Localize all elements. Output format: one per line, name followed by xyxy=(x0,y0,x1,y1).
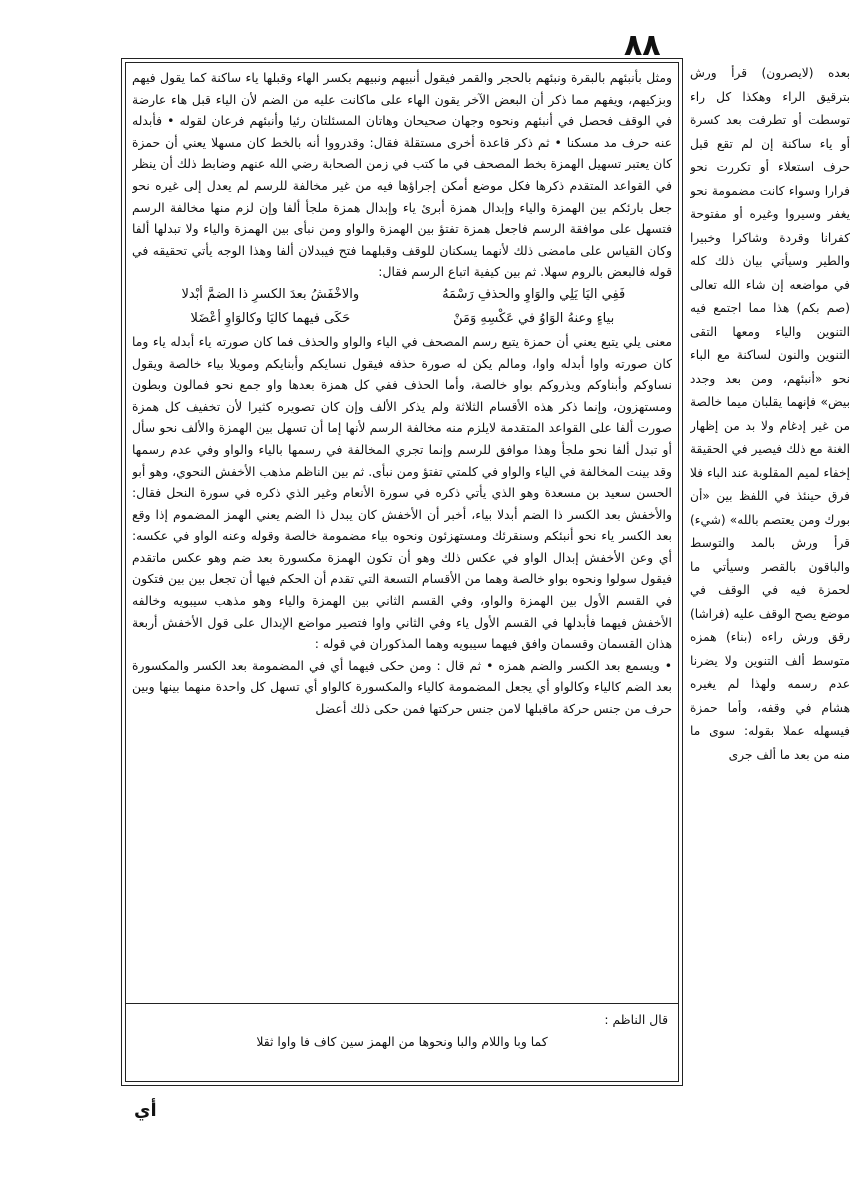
main-frame xyxy=(125,62,679,1082)
page-number: ٨٨ xyxy=(624,28,661,63)
verse-second-hemistich: حَكَى فيهما كاليَا وكالوَاوِ أعْضَلا xyxy=(190,310,351,326)
verse-first-hemistich: بياءٍ وعنهُ الوَاوُ في عَكْسِهِ وَمَنْ xyxy=(453,310,615,326)
commentary-paragraph: ومثل بأنبئهم بالبقرة ونبئهم بالحجر والقمر فيقول أنبيهم ونبيهم بكسر الهاء وقبلها ياء ساكنة كما يقول فيهم وبزكيهم، ويفهم مما ذكر أن البعض الآخر يقون الهاء على ماكانت عليه من الضم لأن الياء قبل هاء عارضة في الوقف فحصل في أنبئهم ونحوه وجهان صحيحان وهاتان المسئلتان رئيا وأنبئهم فرعان لقوله • فأبدله عنه حرف مد مسكنا • ثم ذكر قاعدة أخرى مستقلة فقال: وقدرووا أنه بالخط كان مسهلا يعني أن حمزة كان يعتبر تسهيل الهمزة بخط المصحف في ما كتب في زمن الصحابة رضي الله عنهم وضابط ذلك أن ينظر في القواعد المتقدم ذكرها فكل موضع أمكن إجراؤها فيه من غير مخالفة للرسم لم يعدل إلى غيره نحو جعل بارئكم بين الهمزة والياء وإبدال همزة أبرئ ياء وإبدال همزة ملجأ ألفا وإن لزم منها مخالفة الرسم فتسهل على موافقة الرسم فاجعل همزة تفتؤ بين الهمزة والواو ومن نبأى بين الهمزة والياء ولا تبدلها ألفا وكان القياس على مامضى ذلك لأنهما يسكنان للوقف وقبلهما فتح فيبدلان ألفا وهذا الوجه يأتي تحقيقه في قوله فالبعض بالروم سهلا. ثم بين كيفية اتباع الرسم فقال: xyxy=(132,70,672,280)
poem-verse xyxy=(132,307,672,331)
footer-divider xyxy=(126,1003,678,1004)
verse-first-hemistich: فَفِي اليَا يَلِي والوَاوِ والحذفِ رَسْمَهُ xyxy=(442,286,626,302)
footer-verse: كما وبا واللام والبا ونحوها من الهمز سين كاف فا واوا ثقلا xyxy=(256,1034,548,1049)
commentary-paragraph: معنى يلي يتبع يعني أن حمزة يتبع رسم المصحف في الياء والواو والحذف فما كان صورته ياء أبدله ياء وما كان صورته واوا أبدله واوا، ومالم يكن له صورة حذفه فيقول نسايكم وأبنايكم ومويلا بياء خالصة ويقول نساوكم وأبناوكم ويذروكم بواو خالصة، وأما الحذف ففي كل همزة بعدها واو جمع نحو فمالون وبطون ومستهزون، وإنما ذكر هذه الأقسام الثلاثة ولم يذكر الألف وإن كان تصويره كثيرا لأن تخفيف كل همزة صورت ألفا على القواعد المتقدمة لايلزم منه مخالفة الرسم لأنها إما أن تسهل بين الهمزة والألف نحو سأل أو تبدل ألفا نحو ملجأ وهذا موافق للرسم وإنما تجري المخالفة في رسمها بالياء والواو وفي عدم رسمها وقد بينت المخالفة في الياء والواو في كلمتي تفتؤ ومن نبأى. ثم بين الناظم مذهب الأخفش النحوي، وهو أبو الحسن سعيد بن مسعدة وهو الذي يأتي ذكره في سورة الأنعام وغير الذي ذكره في سورة النحل فقال: والأخفش بعد الكسر ذا الضم أبدلا بياء، أخبر أن الأخفش كان يبدل ذا الضم يعني الهمز المضموم إذا وقع بعد الكسر ياء نحو أنبئكم وسنقرئك ومستهزئون ونحوه بياء مضمومة خالصة وقوله وعنه الواو في عكسه: أي وعن الأخفش إبدال الواو في عكس ذلك وهو أن تكون الهمزة مكسورة بعد ضم وهو عكس ماتقدم فيقول سولوا ونحوه بواو خالصة وهما من الأقسام التسعة التي تقدم أن الحكم فيها أن تجعل بين بين فتكون في القسم الأول بين الهمزة والواو، وفي القسم الثاني بين الهمزة والياء وهو مذهب سيبويه وخالفه الأخفش فيهما فأبدلها في القسم الأول ياء وفي الثاني واوا فتصير مواضع الإبدال على قول الأخفش أربعة هذان القسمان وقسمان وافق فيهما سيبويه وهما المذكوران في قوله : xyxy=(132,333,672,652)
margin-text: بعده (لايصرون) قرأ ورش بترقيق الراء وهكذا كل راء توسطت أو تطرفت بعد كسرة أو ياء ساكنة إن لم تقع قبل حرف استعلاء أو تكررت نحو فرارا وسواء كانت مضمومة نحو يغفر وسيروا وغيره أو مفتوحة كفرانا وقردة وشاكرا وخبيرا والطير وسيأتي بيان ذلك كله في مواضعه إن شاء الله تعالى (صم بكم) هذا مما اجتمع فيه التنوين والياء ومعها التقى التنوين والنون لساكنة مع الباء نحو «أنبئهم، ومن بعد وجدد بيض» فإنهما يقلبان ميما خالصة من غير إدغام ولا بد من إظهار الغنة مع ذلك فيصير في الحقيقة إخفاء لميم المقلوبة عند الباء فلا فرق حينئذ في اللفظ بين «أن بورك ومن يعتصم بالله» (شيء) قرأ ورش بالمد والتوسط والباقون بالقصر وسيأتي ما لحمزة فيه في الوقف في موضع يصح الوقف عليه (فراشا) رقق ورش راءه (بناء) همزه متوسط ألف التنوين ولا يضرنا عدم رسمه ولهذا لم يغيره هشام في وقفه، وأما حمزة فيسهله عملا بقوله: سوى ما منه من بعد ما ألف جرى xyxy=(690,66,850,762)
footer-section xyxy=(136,1009,668,1053)
main-commentary xyxy=(132,67,672,1002)
margin-commentary xyxy=(690,62,850,1102)
catchword: أي xyxy=(134,1100,157,1121)
commentary-paragraph: • ويسمع بعد الكسر والضم همزه • ثم قال : ومن حكى فيهما أي في المضمومة بعد الكسر والمكسورة بعد الضم كالياء وكالواو أي يجعل المضمومة كالياء والمكسورة كالواو أي تسهل كل واحدة منهما بينها وبين حرف من جنس حركة ماقبلها لامن جنس حركتها فمن حكى ذلك أعضل xyxy=(132,657,672,717)
verse-second-hemistich: والاخْفَشُ بعدَ الكسرِ ذا الضمَّ أبْدلا xyxy=(181,286,360,302)
poem-verse xyxy=(132,283,672,307)
footer-label: قال الناظم : xyxy=(604,1012,668,1027)
